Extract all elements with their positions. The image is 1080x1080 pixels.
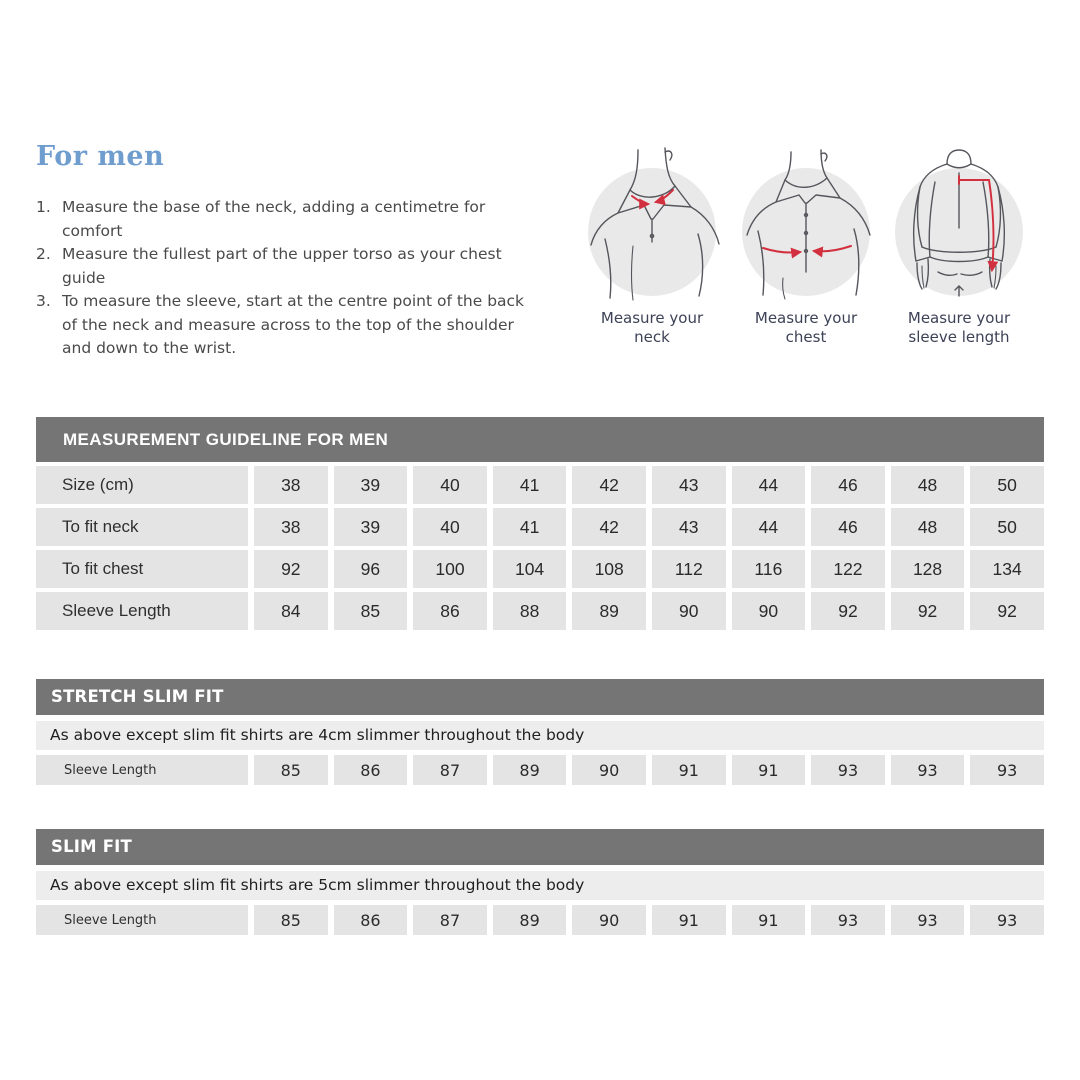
value-cell: 91 [652, 905, 726, 935]
figure-caption [891, 309, 1027, 347]
figure-caption [738, 309, 874, 347]
value-cell: 91 [652, 755, 726, 785]
caption-line: Measure your [600, 309, 704, 327]
figure-measure-chest [738, 144, 874, 347]
value-cell: 91 [732, 755, 806, 785]
value-cell: 90 [572, 905, 646, 935]
caption-line: Measure your [754, 309, 858, 327]
value-cell: 44 [732, 508, 806, 546]
value-cell: 116 [732, 550, 806, 588]
value-cell: 92 [254, 550, 328, 588]
value-cell: 41 [493, 466, 567, 504]
value-cell: 90 [652, 592, 726, 630]
value-cell: 85 [254, 905, 328, 935]
value-cell: 41 [493, 508, 567, 546]
figure-measure-sleeve-length [891, 144, 1027, 347]
value-cell: 104 [493, 550, 567, 588]
table-row [36, 755, 1044, 785]
figure-measure-neck [584, 144, 720, 347]
instruction-text: Measure the fullest part of the upper torso as your chest guide [62, 245, 502, 287]
caption-line: Measure your [907, 309, 1011, 327]
caption-line: chest [785, 328, 827, 346]
value-cell: 92 [811, 592, 885, 630]
value-cell: 38 [254, 508, 328, 546]
value-cell: 48 [891, 466, 965, 504]
value-cell: 43 [652, 466, 726, 504]
value-cell: 112 [652, 550, 726, 588]
table-note: As above except slim fit shirts are 4cm slimmer throughout the body [36, 721, 1044, 750]
value-cell: 93 [970, 905, 1044, 935]
value-cell: 40 [413, 508, 487, 546]
table-row [36, 592, 1044, 630]
value-cell: 108 [572, 550, 646, 588]
value-cell: 134 [970, 550, 1044, 588]
instruction-number: 2. [36, 245, 51, 263]
value-cell: 89 [493, 905, 567, 935]
value-cell: 43 [652, 508, 726, 546]
table-title-bar: MEASUREMENT GUIDELINE FOR MEN [36, 417, 1044, 462]
value-cell: 40 [413, 466, 487, 504]
table-title-bar: STRETCH SLIM FIT [36, 679, 1044, 715]
table-row [36, 508, 1044, 546]
value-cell: 44 [732, 466, 806, 504]
shirt-chest-measure-icon [738, 144, 874, 302]
value-cell: 93 [970, 755, 1044, 785]
value-cell: 88 [493, 592, 567, 630]
value-cell: 93 [811, 755, 885, 785]
value-cell: 93 [891, 755, 965, 785]
value-cell: 84 [254, 592, 328, 630]
value-cell: 86 [334, 905, 408, 935]
measurement-guideline-table [36, 417, 1044, 630]
value-cell: 39 [334, 466, 408, 504]
value-cell: 87 [413, 755, 487, 785]
value-cell: 92 [891, 592, 965, 630]
instruction-list [36, 196, 556, 361]
value-cell: 87 [413, 905, 487, 935]
value-cell: 92 [970, 592, 1044, 630]
value-cell: 42 [572, 508, 646, 546]
value-cell: 46 [811, 466, 885, 504]
value-cell: 42 [572, 466, 646, 504]
value-cell: 90 [572, 755, 646, 785]
value-cell: 90 [732, 592, 806, 630]
table-row [36, 466, 1044, 504]
value-cell: 93 [811, 905, 885, 935]
row-label-cell: Sleeve Length [36, 755, 248, 785]
shirt-neck-measure-icon [584, 144, 720, 302]
row-label-cell: Sleeve Length [36, 905, 248, 935]
table-row [36, 550, 1044, 588]
instruction-text: To measure the sleeve, start at the centre point of the back of the neck and measure across to the top of the shoulder and down to the wrist. [62, 292, 525, 357]
value-cell: 128 [891, 550, 965, 588]
row-label-cell: Sleeve Length [36, 592, 248, 630]
table-title-bar: SLIM FIT [36, 829, 1044, 865]
instruction-item [36, 196, 556, 243]
instruction-number: 1. [36, 198, 51, 216]
value-cell: 86 [334, 755, 408, 785]
instruction-item [36, 290, 556, 361]
value-cell: 100 [413, 550, 487, 588]
row-label-cell: To fit chest [36, 550, 248, 588]
value-cell: 48 [891, 508, 965, 546]
value-cell: 50 [970, 508, 1044, 546]
instruction-number: 3. [36, 292, 51, 310]
value-cell: 85 [254, 755, 328, 785]
row-label-cell: To fit neck [36, 508, 248, 546]
value-cell: 96 [334, 550, 408, 588]
value-cell: 89 [572, 592, 646, 630]
caption-line: sleeve length [908, 328, 1010, 346]
table-note: As above except slim fit shirts are 5cm slimmer throughout the body [36, 871, 1044, 900]
value-cell: 39 [334, 508, 408, 546]
value-cell: 122 [811, 550, 885, 588]
shirt-sleeve-measure-icon [891, 144, 1027, 302]
page-title: For men [36, 141, 165, 172]
value-cell: 46 [811, 508, 885, 546]
value-cell: 91 [732, 905, 806, 935]
table-row [36, 905, 1044, 935]
value-cell: 89 [493, 755, 567, 785]
instruction-text: Measure the base of the neck, adding a centimetre for comfort [62, 198, 486, 240]
value-cell: 85 [334, 592, 408, 630]
value-cell: 50 [970, 466, 1044, 504]
value-cell: 93 [891, 905, 965, 935]
figure-caption [584, 309, 720, 347]
row-label-cell: Size (cm) [36, 466, 248, 504]
intro-section [36, 141, 556, 361]
slim-fit-table [36, 829, 1044, 935]
value-cell: 38 [254, 466, 328, 504]
instruction-item [36, 243, 556, 290]
caption-line: neck [634, 328, 670, 346]
value-cell: 86 [413, 592, 487, 630]
stretch-slim-fit-table [36, 679, 1044, 785]
